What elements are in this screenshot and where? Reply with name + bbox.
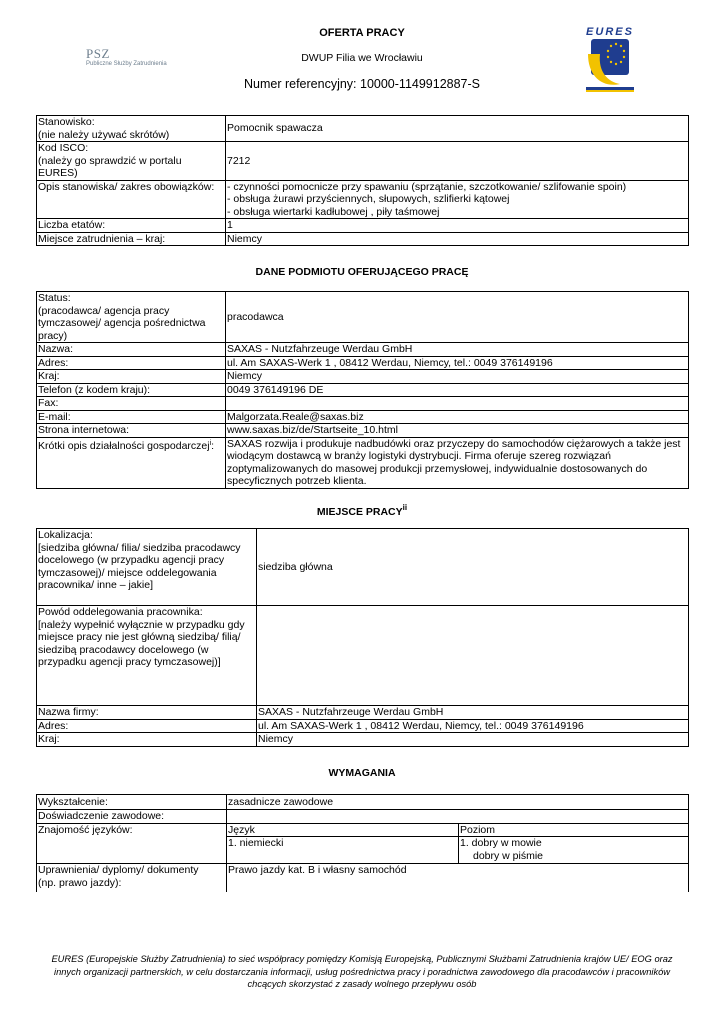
table-row <box>37 292 689 343</box>
footer-eures-note: EURES (Europejskie Służby Zatrudnienia) to sieć współpracy pomiędzy Komisją Europejską, Publicznymi Służbami Zatrudnienia krajów UE/ EOG oraz innych organizacji partnerskich, w celu dostarczania informacji, usług pośrednictwa pracy i poradnictwa zawodowego dla pracodawców i pracowników chcących skorzystać z zasady wolnego przepływu osób <box>51 954 673 989</box>
requirements-table <box>36 794 689 892</box>
fax-value <box>226 397 689 411</box>
table-row <box>37 437 689 488</box>
status-label: Status: (pracodawca/ agencja pracy tymczasowej/ agencja pośrednictwa pracy) <box>37 292 226 343</box>
footnote-i: i <box>209 439 212 447</box>
education-label: Wykształcenie: <box>37 795 227 810</box>
business-description-value: SAXAS rozwija i produkuje nadbudówki oraz przyczepy do samochodów ciężarowych a także jest wiodącym dostawcą w branży logistyki dystrybucji. Firma oferuje szereg rozwiązań zoptymalizowanych do masowej produkcji przemysłowej, indywidualnie dostosowanych do specyficznych potrzeb klienta. <box>226 437 689 488</box>
education-value: zasadnicze zawodowe <box>227 795 689 810</box>
page-title: OFERTA PRACY <box>319 27 405 39</box>
workplace-address-value: ul. Am SAXAS-Werk 1 , 08412 Werdau, Niemcy, tel.: 0049 376149196 <box>257 719 689 733</box>
workplace-country-label: Kraj: <box>37 733 257 747</box>
secondment-reason-label: Powód oddelegowania pracownika: [należy wypełnić wyłącznie w przypadku gdy miejsce pracy nie jest główną siedzibą/ filią/ siedzibą pracodawcy docelowego (w przypadku agencji pracy tymczasowej)] <box>37 606 257 706</box>
level-speaking: 1. dobry w mowie <box>460 837 542 849</box>
table-row <box>37 424 689 438</box>
eures-logo-text: EURES <box>586 26 634 38</box>
workplace-section-title-text: MIEJSCE PRACY <box>316 506 403 518</box>
fte-value: 1 <box>226 219 689 233</box>
table-row <box>37 719 689 733</box>
company-name-value: SAXAS - Nutzfahrzeuge Werdau GmbH <box>257 706 689 720</box>
table-row <box>37 356 689 370</box>
table-row <box>37 116 689 142</box>
label-colon: : <box>211 439 215 452</box>
experience-value <box>227 810 689 824</box>
psz-logo-mark: PSZ <box>86 46 110 61</box>
table-row <box>37 823 689 837</box>
employer-country-value: Niemcy <box>226 370 689 384</box>
table-row <box>37 606 689 706</box>
phone-label: Telefon (z kodem kraju): <box>37 383 226 397</box>
eures-logo <box>582 24 638 94</box>
duties-value: - czynności pomocnicze przy spawaniu (sprzątanie, szczotkowanie/ szlifowanie spoin) - obsługa żurawi przyściennych, słupowych, szlifierki kątowej - obsługa wiertarki kadłubowej , piły taśmowej <box>226 180 689 219</box>
isco-value: 7212 <box>226 142 689 181</box>
name-value: SAXAS - Nutzfahrzeuge Werdau GmbH <box>226 343 689 357</box>
position-value: Pomocnik spawacza <box>226 116 689 142</box>
level-value <box>459 837 689 864</box>
table-row <box>37 180 689 219</box>
table-row <box>37 864 689 892</box>
language-value: 1. niemiecki <box>227 837 459 864</box>
email-label: E-mail: <box>37 410 226 424</box>
location-value: siedziba główna <box>257 529 689 606</box>
address-value: ul. Am SAXAS-Werk 1 , 08412 Werdau, Niemcy, tel.: 0049 376149196 <box>226 356 689 370</box>
isco-label: Kod ISCO: (należy go sprawdzić w portalu EURES) <box>37 142 226 181</box>
requirements-section-title: WYMAGANIA <box>328 767 396 779</box>
position-label: Stanowisko: (nie należy używać skrótów) <box>37 116 226 142</box>
workplace-country-value: Niemcy <box>257 733 689 747</box>
table-row <box>37 810 689 824</box>
table-row <box>37 529 689 606</box>
table-row <box>37 397 689 411</box>
employer-country-label: Kraj: <box>37 370 226 384</box>
language-column-header: Język <box>227 823 459 837</box>
table-row <box>37 383 689 397</box>
email-value[interactable]: Malgorzata.Reale@saxas.biz <box>226 410 689 424</box>
business-description-label <box>37 437 226 488</box>
country-value: Niemcy <box>226 232 689 246</box>
level-writing: dobry w piśmie <box>473 849 544 862</box>
level-column-header: Poziom <box>459 823 689 837</box>
office-name: DWUP Filia we Wrocławiu <box>301 52 423 64</box>
table-row <box>37 232 689 246</box>
table-row <box>37 410 689 424</box>
table-row <box>37 795 689 810</box>
fte-label: Liczba etatów: <box>37 219 226 233</box>
duties-label: Opis stanowiska/ zakres obowiązków: <box>37 180 226 219</box>
status-value: pracodawca <box>226 292 689 343</box>
country-label: Miejsce zatrudnienia – kraj: <box>37 232 226 246</box>
languages-label: Znajomość języków: <box>37 823 227 864</box>
fax-label: Fax: <box>37 397 226 411</box>
name-label: Nazwa: <box>37 343 226 357</box>
secondment-reason-value <box>257 606 689 706</box>
company-name-label: Nazwa firmy: <box>37 706 257 720</box>
address-label: Adres: <box>37 356 226 370</box>
table-row <box>37 142 689 181</box>
workplace-address-label: Adres: <box>37 719 257 733</box>
offer-table <box>36 115 689 246</box>
workplace-section-title <box>0 503 724 518</box>
business-description-label-text: Krótki opis działalności gospodarczej <box>38 439 210 452</box>
workplace-table <box>36 528 689 747</box>
table-row <box>37 219 689 233</box>
employer-table <box>36 291 689 489</box>
table-row <box>37 370 689 384</box>
location-label: Lokalizacja: [siedziba główna/ filia/ siedziba pracodawcy docelowego (w przypadku agencji pracy tymczasowej)/ miejsce oddelegowania pracownika/ inne – jakie] <box>37 529 257 606</box>
footnote-ii: ii <box>402 503 408 512</box>
reference-number: Numer referencyjny: 10000-1149912887-S <box>243 77 481 91</box>
website-label: Strona internetowa: <box>37 424 226 438</box>
website-value[interactable]: www.saxas.biz/de/Startseite_10.html <box>226 424 689 438</box>
psz-logo-caption: Publiczne Służby Zatrudnienia <box>86 61 167 67</box>
employer-section-title: DANE PODMIOTU OFERUJĄCEGO PRACĘ <box>255 266 469 278</box>
licenses-value: Prawo jazdy kat. B i własny samochód <box>227 864 689 892</box>
licenses-label: Uprawnienia/ dyplomy/ dokumenty (np. prawo jazdy): <box>37 864 227 892</box>
phone-value: 0049 376149196 DE <box>226 383 689 397</box>
table-row <box>37 343 689 357</box>
table-row <box>37 706 689 720</box>
table-row <box>37 733 689 747</box>
experience-label: Doświadczenie zawodowe: <box>37 810 227 824</box>
